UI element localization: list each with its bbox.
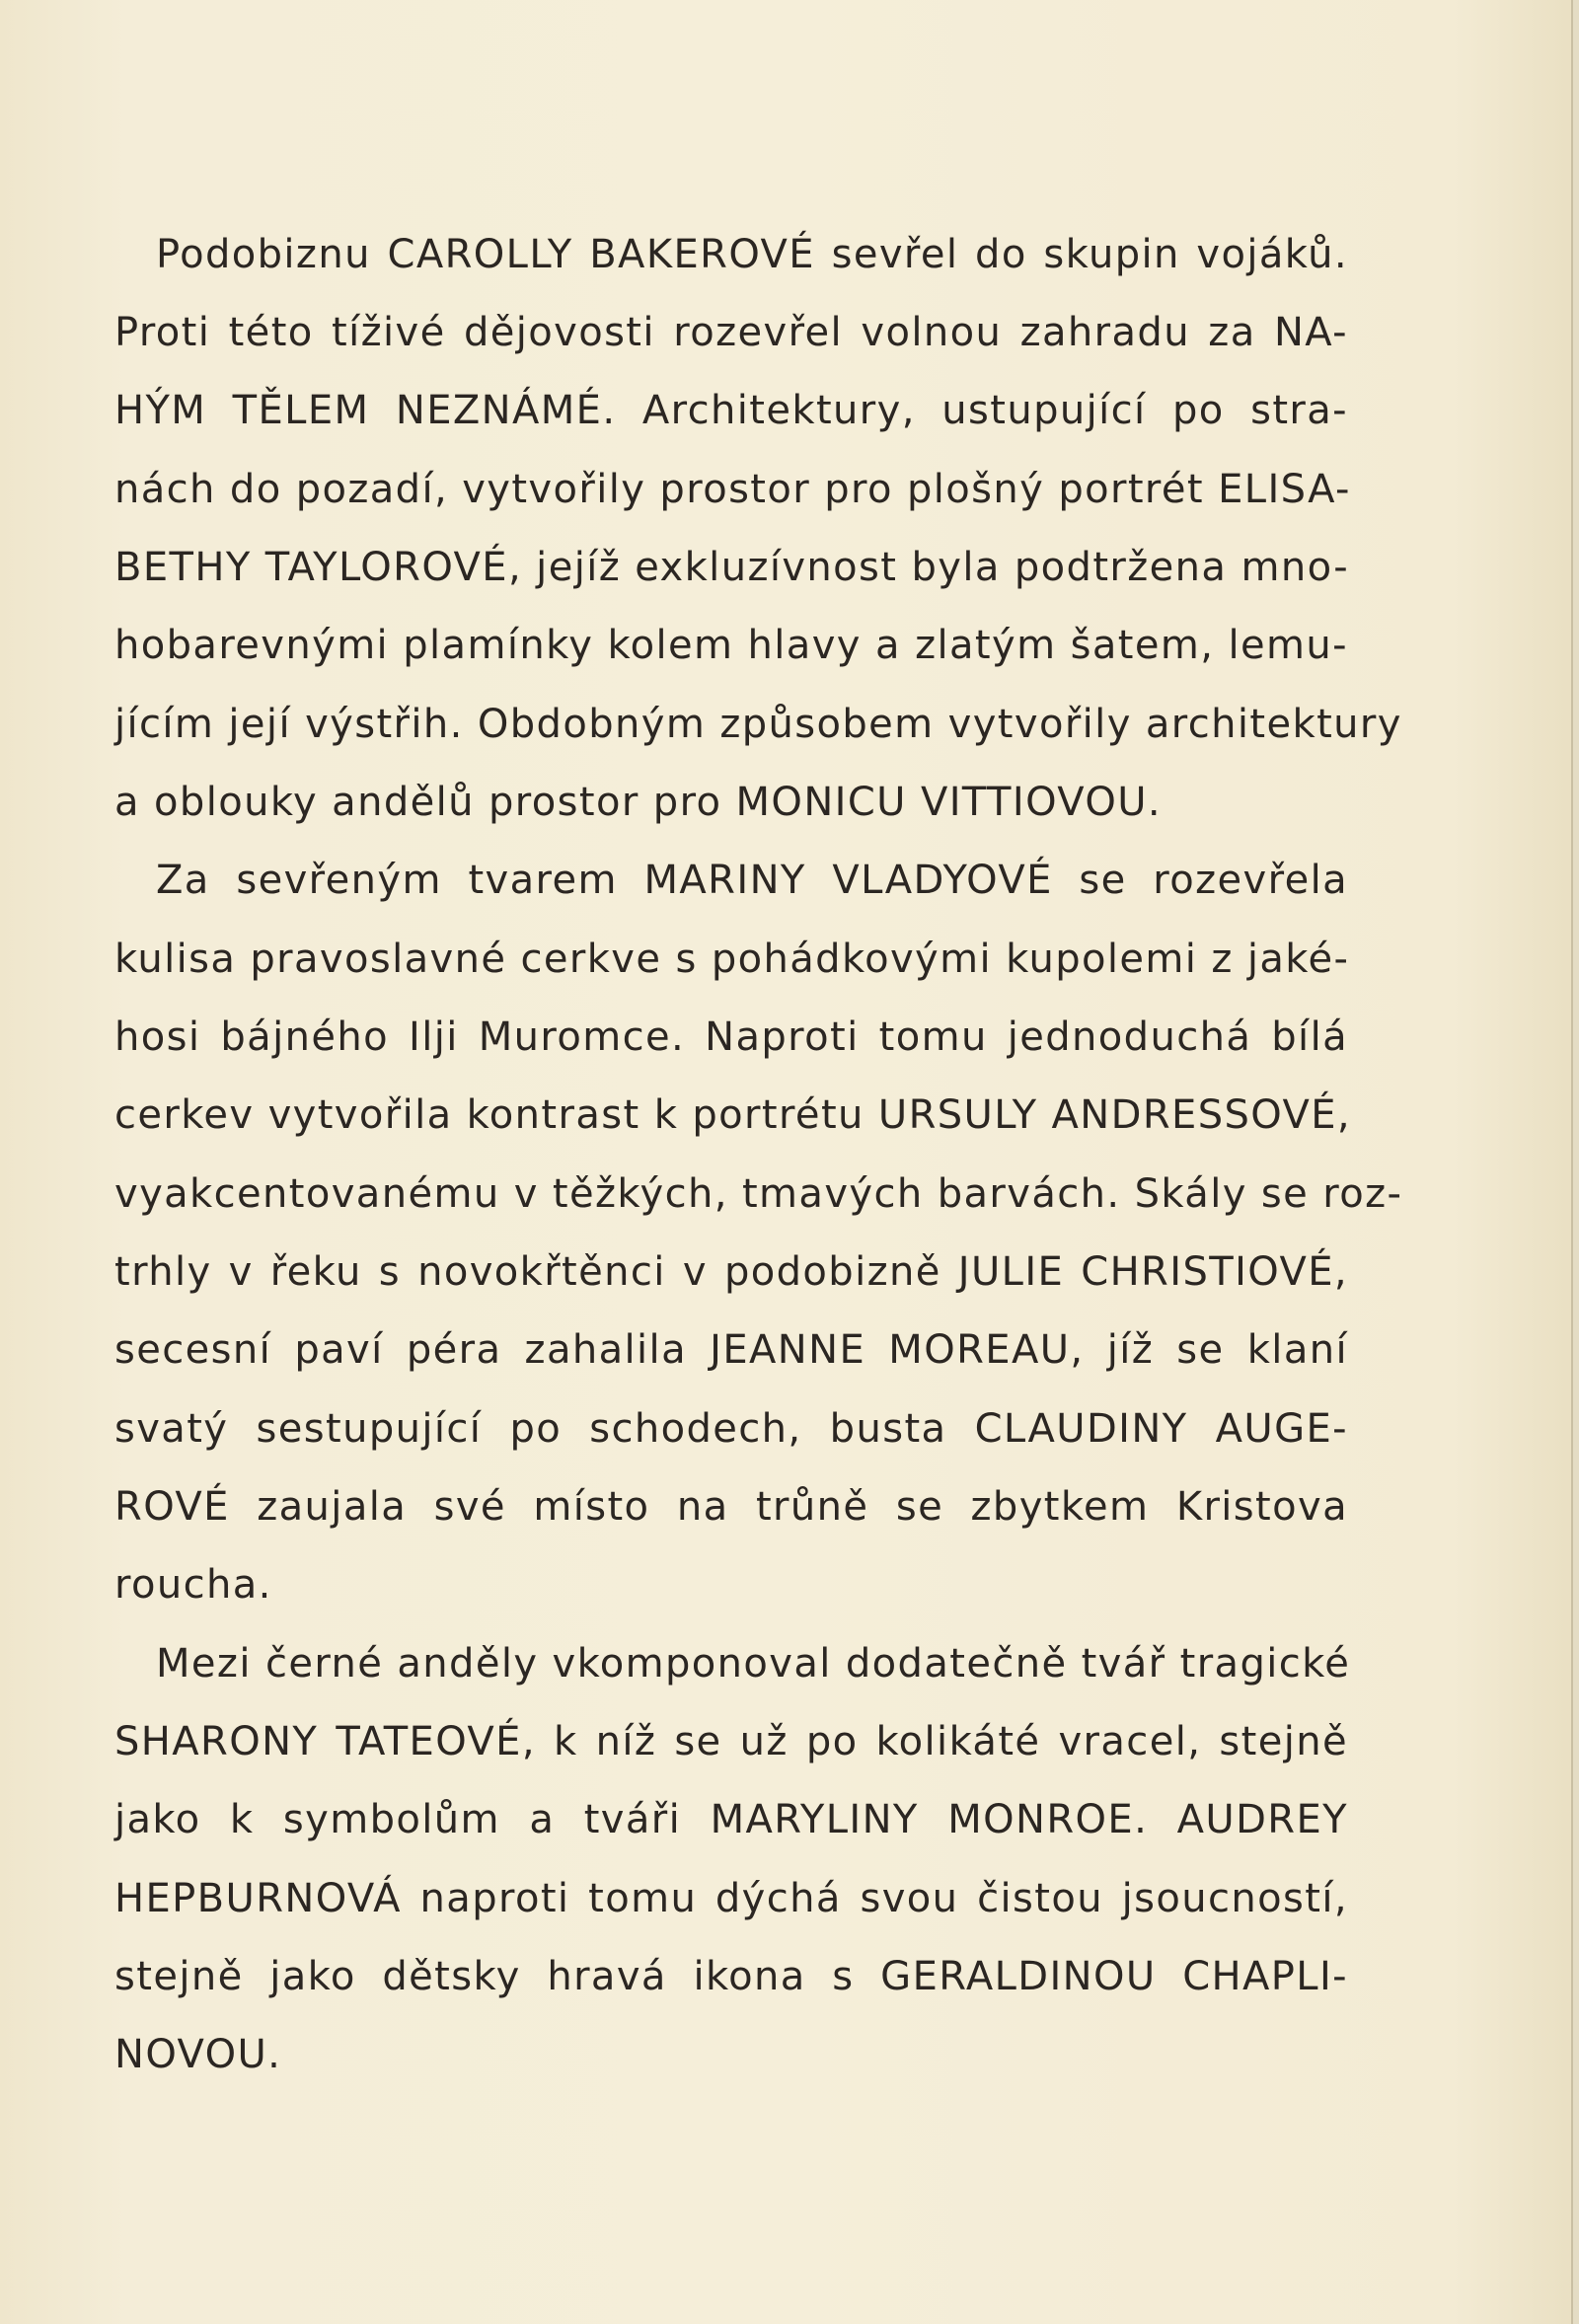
text-line: Proti této tíživé dějovosti rozevřel volnou zahradu za NA-	[114, 310, 1348, 355]
text-line: secesní paví péra zahalila JEANNE MOREAU, jíž se klaní	[114, 1327, 1348, 1373]
text-line: Mezi černé anděly vkomponoval dodatečně tvář tragické	[156, 1641, 1351, 1687]
text-line: hobarevnými plamínky kolem hlavy a zlatým šatem, lemu-	[114, 623, 1348, 668]
text-line: jako k symbolům a tváři MARYLINY MONROE. AUDREY	[114, 1797, 1348, 1842]
text-line: NOVOU.	[114, 2032, 282, 2077]
text-line: BETHY TAYLOROVÉ, jejíž exkluzívnost byla podtržena mno-	[114, 545, 1350, 590]
text-line: ROVÉ zaujala své místo na trůně se zbytkem Kristova	[114, 1484, 1348, 1530]
text-line: SHARONY TATEOVÉ, k níž se už po kolikáté vracel, stejně	[114, 1719, 1348, 1764]
text-line: vyakcentovanému v těžkých, tmavých barvách. Skály se roz-	[114, 1171, 1403, 1217]
text-line: stejně jako dětsky hravá ikona s GERALDINOU CHAPLI-	[114, 1954, 1348, 1999]
text-line: HÝM TĚLEM NEZNÁMÉ. Architektury, ustupující po stra-	[114, 388, 1348, 433]
text-line: Podobiznu CAROLLY BAKEROVÉ sevřel do skupin vojáků.	[156, 232, 1348, 277]
text-line: trhly v řeku s novokřtěnci v podobizně JULIE CHRISTIOVÉ,	[114, 1249, 1348, 1295]
text-line: a oblouky andělů prostor pro MONICU VITTIOVOU.	[114, 780, 1163, 825]
text-line: nách do pozadí, vytvořily prostor pro plošný portrét ELISA-	[114, 467, 1351, 512]
text-line: svatý sestupující po schodech, busta CLAUDINY AUGE-	[114, 1406, 1348, 1452]
text-line: roucha.	[114, 1562, 272, 1608]
text-line: HEPBURNOVÁ naproti tomu dýchá svou čistou jsoucností,	[114, 1876, 1348, 1921]
text-line: Za sevřeným tvarem MARINY VLADYOVÉ se rozevřela	[156, 858, 1348, 903]
page-edge-line	[1571, 0, 1573, 2324]
text-line: hosi bájného Ilji Muromce. Naproti tomu jednoduchá bílá	[114, 1014, 1348, 1060]
page-edge	[1573, 0, 1579, 2324]
text-line: cerkev vytvořila kontrast k portrétu URSULY ANDRESSOVÉ,	[114, 1092, 1352, 1138]
text-line: kulisa pravoslavné cerkve s pohádkovými kupolemi z jaké-	[114, 937, 1350, 982]
text-line: jícím její výstřih. Obdobným způsobem vytvořily architektury	[114, 702, 1402, 747]
